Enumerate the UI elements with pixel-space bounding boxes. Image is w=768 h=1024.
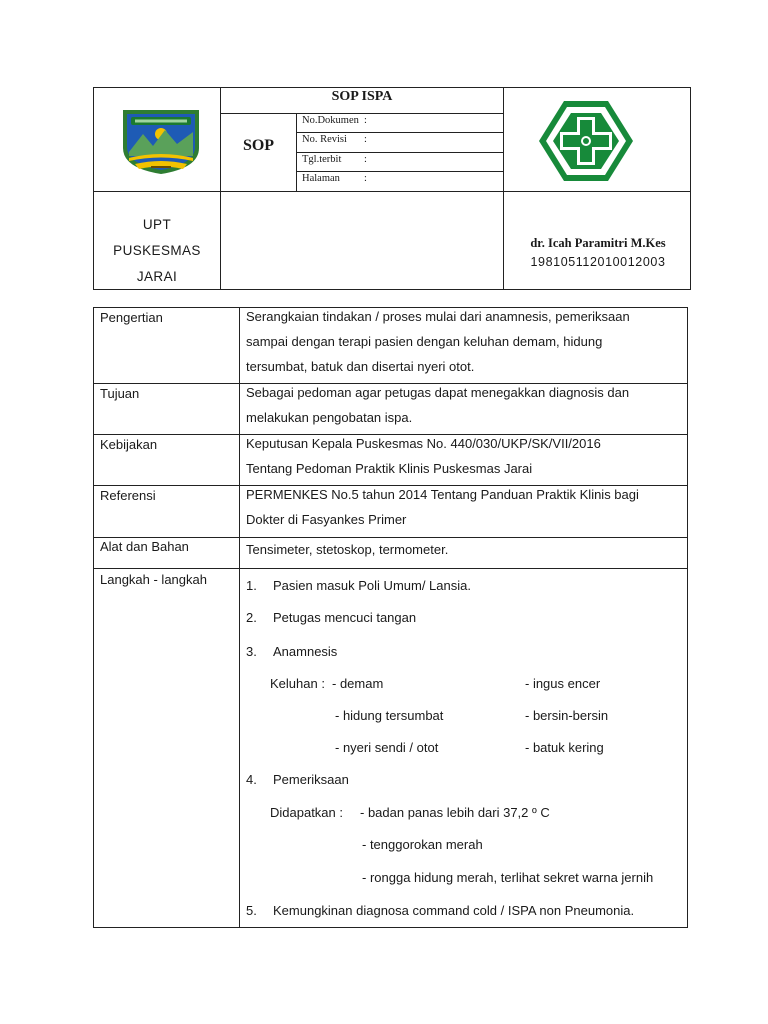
symptom-item: - nyeri sendi / otot — [335, 740, 439, 755]
symptom-item: - hidung tersumbat — [335, 708, 444, 723]
row-divider — [94, 568, 687, 569]
finding-item: - rongga hidung merah, terlihat sekret warna jernih — [362, 870, 654, 885]
meta-label: No.Dokumen — [302, 115, 359, 126]
step-item — [246, 610, 416, 625]
row-text-tujuan — [246, 380, 682, 430]
keluhan-label: Keluhan : — [270, 676, 325, 691]
symptom-item: - demam — [332, 676, 384, 691]
didapatkan-label: Didapatkan : — [270, 805, 343, 820]
step-item — [246, 772, 349, 787]
text-line: Keputusan Kepala Puskesmas No. 440/030/UKP/SK/VII/2016 — [246, 436, 601, 451]
text-line: Sebagai pedoman agar petugas dapat menegakkan diagnosis dan — [246, 385, 630, 400]
symptom-item: - batuk kering — [525, 740, 604, 755]
symptom-item: - bersin-bersin — [525, 708, 609, 723]
text-line: melakukan pengobatan ispa. — [246, 410, 413, 425]
column-divider — [239, 308, 240, 927]
step-item — [246, 903, 634, 918]
row-text-pengertian — [246, 304, 682, 379]
meta-separator: : — [364, 134, 367, 145]
text-line: Tentang Pedoman Praktik Klinis Puskesmas Jarai — [246, 461, 533, 476]
row-label-referensi: Referensi — [100, 488, 156, 503]
meta-row — [302, 115, 367, 127]
meta-row — [302, 154, 367, 166]
header-divider — [221, 113, 503, 114]
meta-row — [302, 134, 367, 146]
text-line: Serangkaian tindakan / proses mulai dari anamnesis, pemeriksaan — [246, 309, 630, 324]
row-text-kebijakan — [246, 431, 682, 481]
header-divider — [220, 88, 221, 290]
step-item — [246, 644, 337, 659]
step-text: Kemungkinan diagnosa command cold / ISPA non Pneumonia. — [273, 903, 635, 918]
step-text: Petugas mencuci tangan — [273, 610, 417, 625]
row-text-referensi — [246, 482, 682, 532]
meta-row-line — [297, 132, 503, 133]
puskesmas-cross-logo-icon — [538, 100, 634, 182]
unit-name-line: PUSKESMAS — [113, 243, 201, 258]
document-title: SOP ISPA — [331, 89, 393, 104]
step-text: Pasien masuk Poli Umum/ Lansia. — [273, 578, 471, 593]
row-label-tujuan: Tujuan — [100, 386, 140, 401]
text-line: PERMENKES No.5 tahun 2014 Tentang Panduan Praktik Klinis bagi — [246, 487, 639, 502]
finding-item: - badan panas lebih dari 37,2 º C — [360, 805, 550, 820]
meta-separator: : — [364, 115, 367, 126]
meta-separator: : — [364, 154, 367, 165]
step-text: Anamnesis — [273, 644, 338, 659]
symptom-item: - ingus encer — [525, 676, 601, 691]
row-label-langkah: Langkah - langkah — [100, 572, 207, 587]
unit-name-line: UPT — [142, 217, 172, 232]
step-text: Pemeriksaan — [273, 772, 349, 787]
step-number: 4. — [246, 772, 257, 787]
step-number: 1. — [246, 578, 257, 593]
signatory-name: dr. Icah Paramitri M.Kes — [530, 236, 666, 250]
step-number: 3. — [246, 644, 257, 659]
step-item — [246, 578, 471, 593]
meta-row — [302, 173, 367, 185]
row-label-kebijakan: Kebijakan — [100, 437, 158, 452]
meta-label: No. Revisi — [302, 134, 347, 145]
unit-name-line: JARAI — [136, 269, 178, 284]
header-divider — [94, 191, 691, 192]
district-coat-of-arms-icon — [121, 108, 201, 176]
text-line: sampai dengan terapi pasien dengan keluhan demam, hidung — [246, 334, 603, 349]
sop-label: SOP — [242, 137, 275, 154]
text-line: tersumbat, batuk dan disertai nyeri otot. — [246, 359, 475, 374]
header-divider — [503, 88, 504, 290]
signatory-nip: 198105112010012003 — [530, 255, 666, 269]
meta-row-line — [297, 152, 503, 153]
meta-label: Halaman — [302, 173, 340, 184]
row-label-alat-bahan: Alat dan Bahan — [100, 539, 189, 554]
finding-item: - tenggorokan merah — [362, 837, 483, 852]
step-number: 5. — [246, 903, 257, 918]
meta-row-line — [297, 171, 503, 172]
meta-separator: : — [364, 173, 367, 184]
step-number: 2. — [246, 610, 257, 625]
row-text-alat-bahan — [246, 537, 682, 562]
text-line: Dokter di Fasyankes Primer — [246, 512, 407, 527]
meta-label: Tgl.terbit — [302, 154, 342, 165]
unit-name — [94, 212, 220, 290]
row-label-pengertian: Pengertian — [100, 310, 163, 325]
text-line: Tensimeter, stetoskop, termometer. — [246, 542, 449, 557]
